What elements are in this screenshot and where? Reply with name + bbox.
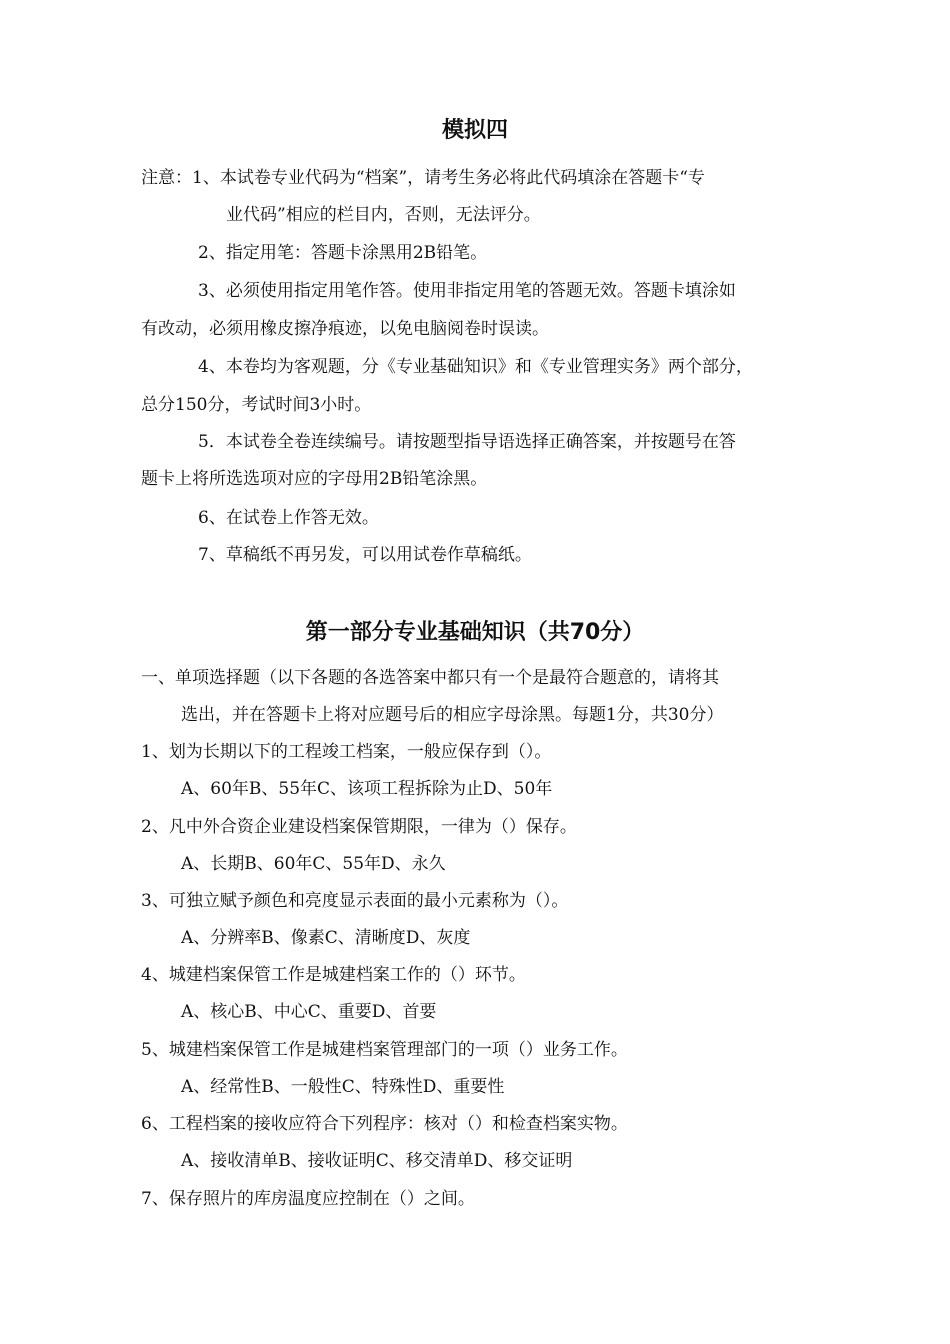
notice-line: 5．本试卷全卷连续编号。请按题型指导语选择正确答案，并按题号在答 [198, 432, 736, 452]
question-stem: 3、可独立赋予颜色和亮度显示表面的最小元素称为（）。 [141, 891, 569, 911]
notice-line: 6、在试卷上作答无效。 [198, 508, 379, 528]
notice-line: 4、本卷均为客观题，分《专业基础知识》和《专业管理实务》两个部分， [198, 357, 753, 377]
question-stem: 2、凡中外合资企业建设档案保管期限，一律为（）保存。 [141, 817, 577, 837]
notice-line: 有改动，必须用橡皮擦净痕迹，以免电脑阅卷时误读。 [141, 319, 549, 339]
notice-line: 2、指定用笔：答题卡涂黑用2B铅笔。 [198, 243, 488, 263]
question-options: A、60年B、55年C、该项工程拆除为止D、50年 [181, 779, 553, 799]
notice-line: 3、必须使用指定用笔作答。使用非指定用笔的答题无效。答题卡填涂如 [198, 281, 736, 301]
question-options: A、分辨率B、像素C、清晰度D、灰度 [181, 928, 471, 948]
section-instruction: 一、单项选择题（以下各题的各选答案中都只有一个是最符合题意的，请将其 [141, 668, 719, 688]
question-stem: 6、工程档案的接收应符合下列程序：核对（）和检查档案实物。 [141, 1114, 628, 1134]
section-instruction: 选出，并在答题卡上将对应题号后的相应字母涂黑。每题1分，共30分） [181, 705, 724, 725]
notice-line: 业代码”相应的栏目内，否则，无法评分。 [226, 205, 541, 225]
question-stem: 5、城建档案保管工作是城建档案管理部门的一项（）业务工作。 [141, 1040, 628, 1060]
part1-title: 第一部分专业基础知识（共70分） [305, 620, 645, 645]
question-options: A、长期B、60年C、55年D、永久 [181, 854, 446, 874]
notice-line: 题卡上将所选选项对应的字母用2B铅笔涂黑。 [141, 469, 488, 489]
question-options: A、接收清单B、接收证明C、移交清单D、移交证明 [181, 1151, 573, 1171]
question-stem: 1、划为长期以下的工程竣工档案，一般应保存到（）。 [141, 742, 552, 762]
question-stem: 7、保存照片的库房温度应控制在（）之间。 [141, 1189, 475, 1209]
notice-line: 7、草稿纸不再另发，可以用试卷作草稿纸。 [198, 545, 532, 565]
notice-line: 注意：1、本试卷专业代码为“档案”，请考生务必将此代码填涂在答题卡“专 [141, 168, 705, 188]
question-stem: 4、城建档案保管工作是城建档案工作的（）环节。 [141, 965, 526, 985]
question-options: A、核心B、中心C、重要D、首要 [181, 1002, 437, 1022]
document-title: 模拟四 [441, 118, 508, 143]
question-options: A、经常性B、一般性C、特殊性D、重要性 [181, 1077, 505, 1097]
notice-line: 总分150分，考试时间3小时。 [141, 395, 372, 415]
